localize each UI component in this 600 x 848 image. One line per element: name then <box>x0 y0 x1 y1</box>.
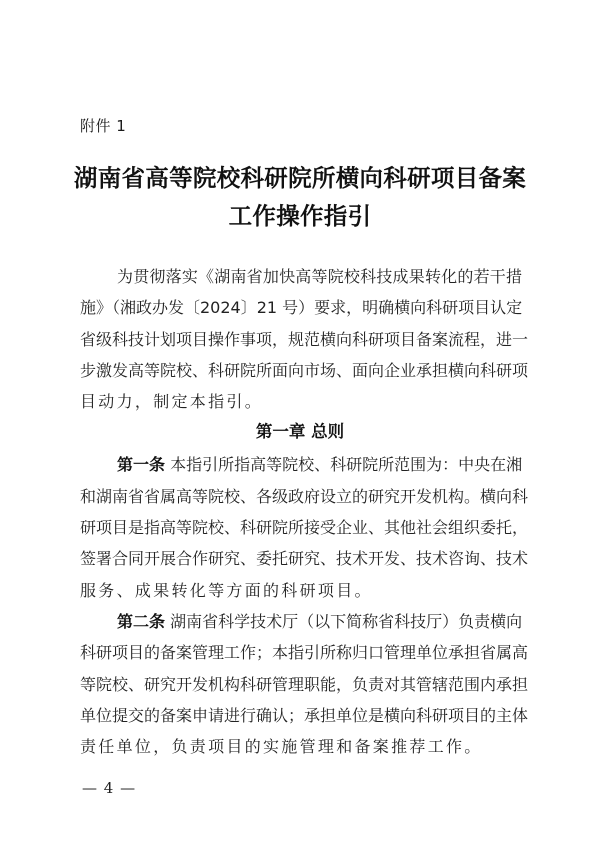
article-1-line: 和湖南省省属高等院校、各级政府设立的研究开发机构。横向科 <box>80 487 529 506</box>
article-2-line: 等院校、研究开发机构科研管理职能，负责对其管辖范围内承担 <box>80 675 529 694</box>
article-1-text: 本指引所指高等院校、科研院所范围为：中央在湘 <box>165 455 523 474</box>
article-2-line: 科研项目的备案管理工作；本指引所称归口管理单位承担省属高 <box>80 643 529 662</box>
article-1-line: 研项目是指高等院校、科研院所接受企业、其他社会组织委托， <box>80 518 529 537</box>
document-title-line-2: 工作操作指引 <box>228 202 372 230</box>
intro-line: 步激发高等院校、科研院所面向市场、面向企业承担横向科研项 <box>80 361 529 380</box>
attachment-label: 附件 1 <box>80 117 127 135</box>
article-1-line <box>117 454 522 476</box>
chapter-heading: 第一章 总则 <box>255 422 345 441</box>
intro-line: 省级科技计划项目操作事项，规范横向科研项目备案流程，进一 <box>80 330 529 349</box>
article-2-line: 责任单位，负责项目的实施管理和备案推荐工作。 <box>80 737 483 756</box>
page-number: — 4 — <box>82 779 137 797</box>
article-1-line: 服务、成果转化等方面的科研项目。 <box>80 581 373 600</box>
article-2-line: 单位提交的备案申请进行确认；承担单位是横向科研项目的主体 <box>80 706 529 725</box>
article-1-lead: 第一条 <box>117 455 166 474</box>
intro-line: 目动力，制定本指引。 <box>80 392 264 411</box>
article-2-lead: 第二条 <box>117 612 166 631</box>
document-title-line-1: 湖南省高等院校科研院所横向科研项目备案 <box>73 164 527 192</box>
article-2-text: 湖南省科学技术厅（以下简称省科技厅）负责横向 <box>165 612 523 631</box>
article-1-line: 签署合同开展合作研究、委托研究、技术开发、技术咨询、技术 <box>80 549 529 568</box>
intro-line: 为贯彻落实《湖南省加快高等院校科技成果转化的若干措 <box>117 267 522 286</box>
article-2-line <box>117 611 522 633</box>
intro-line: 施》（湘政办发〔2024〕21 号）要求，明确横向科研项目认定 <box>80 298 523 317</box>
